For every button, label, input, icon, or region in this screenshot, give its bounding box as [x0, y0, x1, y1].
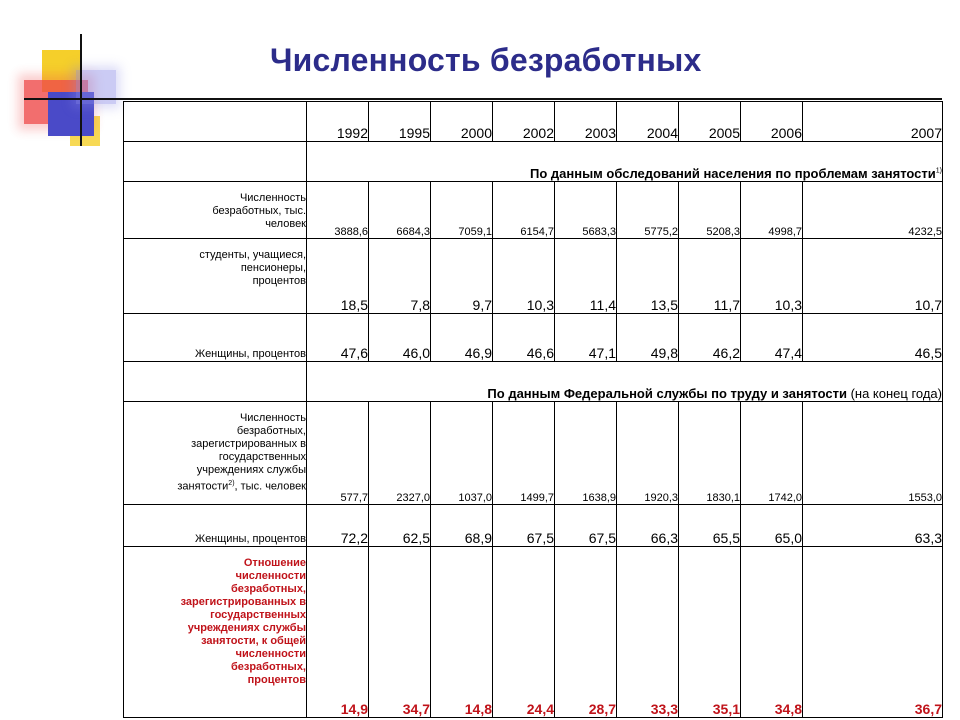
table-cell: 46,9	[431, 314, 493, 362]
row-label: Численность безработных, тыс. человек	[124, 182, 307, 239]
year-header: 1995	[369, 102, 431, 142]
table-cell: 13,5	[617, 239, 679, 314]
row-label: Численность безработных, зарегистрированных в государственных учреждениях службы занятости$^{2)}$, тыс. человек	[124, 402, 307, 505]
table-cell: 10,7	[803, 239, 943, 314]
year-header: 2003	[555, 102, 617, 142]
section-row	[124, 362, 943, 402]
table-cell: 28,7	[555, 547, 617, 718]
table-cell: 1638,9	[555, 402, 617, 505]
table-cell: 1037,0	[431, 402, 493, 505]
table-cell: 46,6	[493, 314, 555, 362]
table-cell: 9,7	[431, 239, 493, 314]
table-cell: 36,7	[803, 547, 943, 718]
table-cell: 10,3	[493, 239, 555, 314]
table-cell: 1742,0	[741, 402, 803, 505]
table-cell: 1553,0	[803, 402, 943, 505]
table-cell: 4998,7	[741, 182, 803, 239]
section-row	[124, 142, 943, 182]
year-header: 2002	[493, 102, 555, 142]
table-cell: 5683,3	[555, 182, 617, 239]
table-row	[124, 547, 943, 718]
table-cell: 3888,6	[307, 182, 369, 239]
table-cell: 6154,7	[493, 182, 555, 239]
table-cell: 2327,0	[369, 402, 431, 505]
table-cell: 72,2	[307, 505, 369, 547]
table-cell: 46,2	[679, 314, 741, 362]
table-cell: 34,7	[369, 547, 431, 718]
table-cell: 4232,5	[803, 182, 943, 239]
row-label: студенты, учащиеся, пенсионеры, процентов	[124, 239, 307, 314]
table-cell: 7,8	[369, 239, 431, 314]
table-cell: 5775,2	[617, 182, 679, 239]
table-cell: 62,5	[369, 505, 431, 547]
table-cell: 11,7	[679, 239, 741, 314]
table-cell: 10,3	[741, 239, 803, 314]
table-cell: 68,9	[431, 505, 493, 547]
table-row	[124, 314, 943, 362]
table-cell: 11,4	[555, 239, 617, 314]
table-cell: 47,1	[555, 314, 617, 362]
row-label: Женщины, процентов	[124, 505, 307, 547]
table-cell: 47,6	[307, 314, 369, 362]
table-cell: 577,7	[307, 402, 369, 505]
header-corner	[124, 102, 307, 142]
table-cell: 33,3	[617, 547, 679, 718]
table-cell: 1830,1	[679, 402, 741, 505]
unemployment-table	[123, 101, 943, 718]
table-cell: 6684,3	[369, 182, 431, 239]
table-cell: 14,9	[307, 547, 369, 718]
table-cell: 67,5	[493, 505, 555, 547]
table-cell: 1920,3	[617, 402, 679, 505]
title-underline	[24, 98, 942, 100]
year-header: 1992	[307, 102, 369, 142]
year-header: 2005	[679, 102, 741, 142]
table-cell: 66,3	[617, 505, 679, 547]
section-label-empty	[124, 142, 307, 182]
row-label: Отношение численности безработных, зарегистрированных в государственных учреждениях службы занятости, к общей численности безработных, процентов	[124, 547, 307, 718]
section-label-empty	[124, 362, 307, 402]
table-cell: 24,4	[493, 547, 555, 718]
table-cell: 34,8	[741, 547, 803, 718]
table-cell: 46,0	[369, 314, 431, 362]
table-cell: 18,5	[307, 239, 369, 314]
section-heading-federal-service: По данным Федеральной службы по труду и занятости (на конец года)	[307, 362, 943, 402]
row-label: Женщины, процентов	[124, 314, 307, 362]
year-header: 2006	[741, 102, 803, 142]
table-cell: 49,8	[617, 314, 679, 362]
table-cell: 63,3	[803, 505, 943, 547]
section-heading-survey: По данным обследований населения по проблемам занятости$^{1)}$	[307, 142, 943, 182]
table-row	[124, 239, 943, 314]
logo-vertical-line	[80, 34, 82, 146]
year-header: 2007	[803, 102, 943, 142]
year-header: 2004	[617, 102, 679, 142]
slide-title: Численность безработных	[270, 42, 702, 78]
table-row	[124, 505, 943, 547]
header-row	[124, 102, 943, 142]
table-row	[124, 402, 943, 505]
table-cell: 65,5	[679, 505, 741, 547]
table-cell: 67,5	[555, 505, 617, 547]
table-cell: 65,0	[741, 505, 803, 547]
table-cell: 7059,1	[431, 182, 493, 239]
table-row	[124, 182, 943, 239]
table-cell: 5208,3	[679, 182, 741, 239]
table-cell: 1499,7	[493, 402, 555, 505]
table-cell: 47,4	[741, 314, 803, 362]
table-cell: 14,8	[431, 547, 493, 718]
table-cell: 46,5	[803, 314, 943, 362]
year-header: 2000	[431, 102, 493, 142]
table-cell: 35,1	[679, 547, 741, 718]
